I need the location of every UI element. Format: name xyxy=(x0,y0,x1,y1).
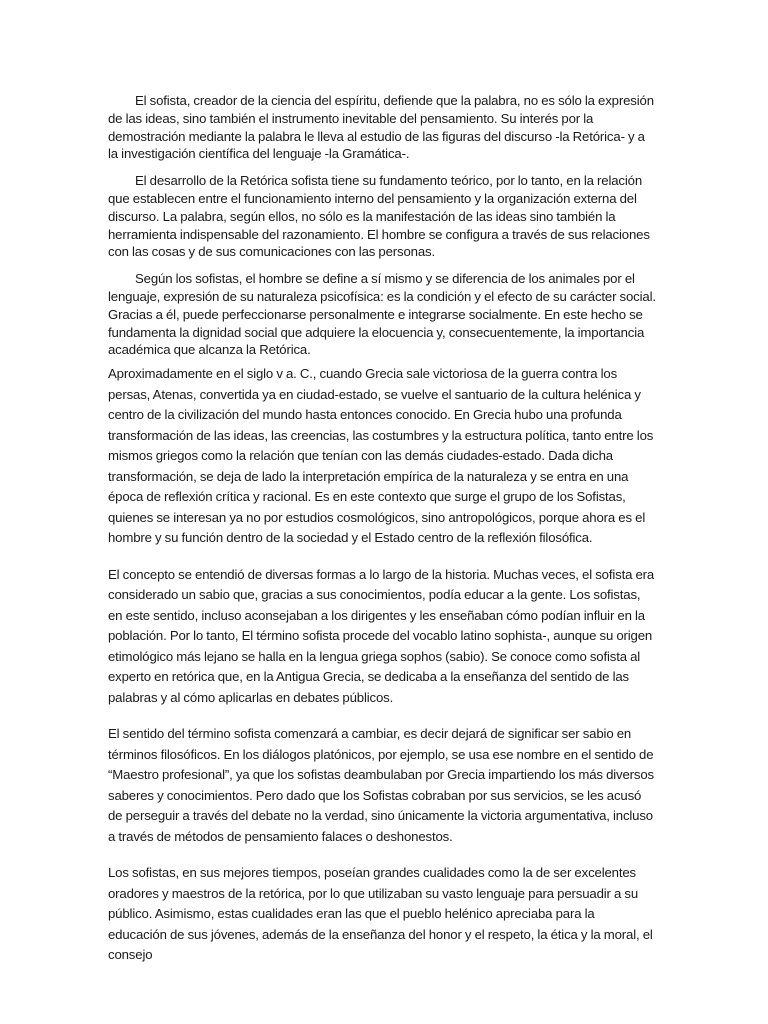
paragraph-4: Aproximadamente en el siglo v a. C., cuando Grecia sale victoriosa de la guerra contra los persas, Atenas, convertida ya en ciudad-estado, se vuelve el santuario de la cultura helénica y centro de la civilización del mundo hasta entonces conocido. En Grecia hubo una profunda transformación de las ideas, las creencias, las costumbres y la estructura política, tanto entre los mismos griegos como la relación que tenían con las demás ciudades-estado. Dada dicha transformación, se deja de lado la interpretación empírica de la naturaleza y se entra en una época de reflexión crítica y racional. Es en este contexto que surge el grupo de los Sofistas, quienes se interesan ya no por estudios cosmológicos, sino antropológicos, porque ahora es el hombre y su función dentro de la sociedad y el Estado centro de la reflexión filosófica. xyxy=(108,366,654,546)
paragraph-2: El desarrollo de la Retórica sofista tiene su fundamento teórico, por lo tanto, en la relación que establecen entre el funcionamiento interno del pensamiento y la organización externa del discurso. La palabra, según ellos, no sólo es la manifestación de las ideas sino también la herramienta indispensable del razonamiento. El hombre se configura a través de sus relaciones con las cosas y de sus comunicaciones con las personas. xyxy=(108,173,650,260)
paragraph-3: Según los sofistas, el hombre se define a sí mismo y se diferencia de los animales por el lenguaje, expresión de su naturaleza psicofísica: es la condición y el efecto de su carácter social. Gracias a él, puede perfeccionarse personalmente e integrarse socialmente. En este hecho se fundamenta la dignidad social que adquiere la elocuencia y, consecuentemente, la importancia académica que alcanza la Retórica. xyxy=(108,271,656,358)
paragraph-5: El concepto se entendió de diversas formas a lo largo de la historia. Muchas veces, el sofista era considerado un sabio que, gracias a sus conocimientos, podía educar a la gente. Los sofistas, en este sentido, incluso aconsejaban a los dirigentes y les enseñaban cómo podían influir en la población. Por lo tanto, El término sofista procede del vocablo latino sophista-, aunque su origen etimológico más lejano se halla en la lengua griega sophos (sabio). Se conoce como sofista al experto en retórica que, en la Antigua Grecia, se dedicaba a la enseñanza del sentido de las palabras y al cómo aplicarlas en debates públicos. xyxy=(108,566,655,705)
paragraph-1: El sofista, creador de la ciencia del espíritu, defiende que la palabra, no es sólo la expresión de las ideas, sino también el instrumento inevitable del pensamiento. Su interés por la demostración mediante la palabra le lleva al estudio de las figuras del discurso -la Retórica- y a la investigación científica del lenguaje -la Gramática-. xyxy=(108,93,654,162)
document-body xyxy=(108,92,656,966)
paragraph-7: Los sofistas, en sus mejores tiempos, poseían grandes cualidades como la de ser excelentes oradores y maestros de la retórica, por lo que utilizaban su vasto lenguaje para persuadir a su público. Asimismo, estas cualidades eran las que el pueblo helénico apreciaba para la educación de sus jóvenes, además de la enseñanza del honor y el respeto, la ética y la moral, el consejo xyxy=(108,865,653,963)
paragraph-6: El sentido del término sofista comenzará a cambiar, es decir dejará de significar ser sabio en términos filosóficos. En los diálogos platónicos, por ejemplo, se usa ese nombre en el sentido de “Maestro profesional”, ya que los sofistas deambulaban por Grecia impartiendo los más diversos saberes y conocimientos. Pero dado que los Sofistas cobraban por sus servicios, se les acusó de perseguir a través del debate no la verdad, sino únicamente la victoria argumentativa, incluso a través de métodos de pensamiento falaces o deshonestos. xyxy=(108,726,654,844)
